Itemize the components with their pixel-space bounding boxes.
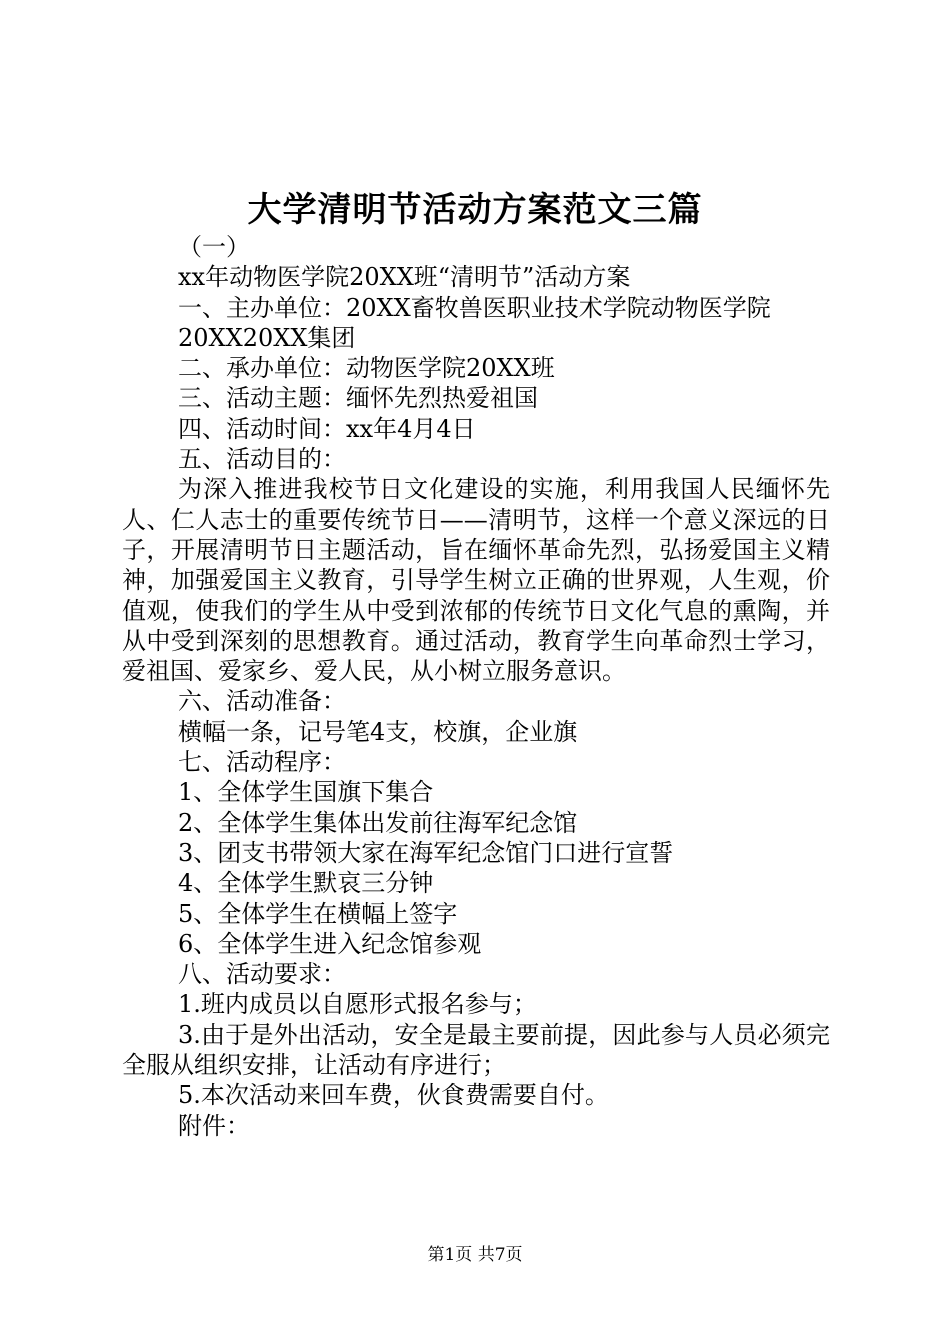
procedure-step: 6、全体学生进入纪念馆参观	[178, 929, 482, 958]
requirement-item: 5.本次活动来回车费，伙食费需要自付。	[178, 1081, 609, 1110]
organizer-line: 一、主办单位：20XX畜牧兽医职业技术学院动物医学院	[178, 293, 771, 322]
organizer-line-cont: 20XX20XX集团	[178, 323, 356, 352]
procedure-step: 2、全体学生集体出发前往海军纪念馆	[178, 808, 578, 837]
preparation-heading: 六、活动准备：	[178, 687, 346, 716]
attachment-heading: 附件：	[178, 1111, 250, 1140]
time-line: 四、活动时间：xx年4月4日	[178, 414, 476, 443]
document-body	[122, 232, 830, 1141]
purpose-heading: 五、活动目的：	[178, 445, 346, 474]
procedure-step: 5、全体学生在横幅上签字	[178, 899, 458, 928]
section-number: （一）	[178, 233, 250, 261]
document-title: 大学清明节活动方案范文三篇	[247, 190, 703, 230]
procedure-heading: 七、活动程序：	[178, 748, 346, 777]
theme-line: 三、活动主题：缅怀先烈热爱祖国	[178, 384, 538, 413]
procedure-step: 4、全体学生默哀三分钟	[178, 869, 434, 898]
preparation-items: 横幅一条，记号笔4支，校旗，企业旗	[178, 717, 578, 746]
purpose-paragraph: 为深入推进我校节日文化建设的实施，利用我国人民缅怀先人、仁人志士的重要传统节日——清明节，这样一个意义深远的日子，开展清明节日主题活动，旨在缅怀革命先烈，弘扬爱国主义精神，加强爱国主义教育，引导学生树立正确的世界观，人生观，价值观，使我们的学生从中受到浓郁的传统节日文化气息的熏陶，并从中受到深刻的思想教育。通过活动，教育学生向革命烈士学习，爱祖国、爱家乡、爱人民，从小树立服务意识。	[122, 475, 830, 686]
requirements-heading: 八、活动要求：	[178, 960, 346, 989]
procedure-step: 3、团支书带领大家在海军纪念馆门口进行宣誓	[178, 838, 674, 867]
page-footer: 第1页 共7页	[427, 1245, 523, 1265]
plan-heading: xx年动物医学院20XX班“清明节”活动方案	[178, 263, 631, 292]
host-line: 二、承办单位：动物医学院20XX班	[178, 354, 555, 383]
procedure-step: 1、全体学生国旗下集合	[178, 778, 434, 807]
requirement-item: 1.班内成员以自愿形式报名参与；	[178, 990, 537, 1019]
requirement-paragraph: 3.由于是外出活动，安全是最主要前提，因此参与人员必须完全服从组织安排，让活动有序进行；	[122, 1020, 830, 1080]
